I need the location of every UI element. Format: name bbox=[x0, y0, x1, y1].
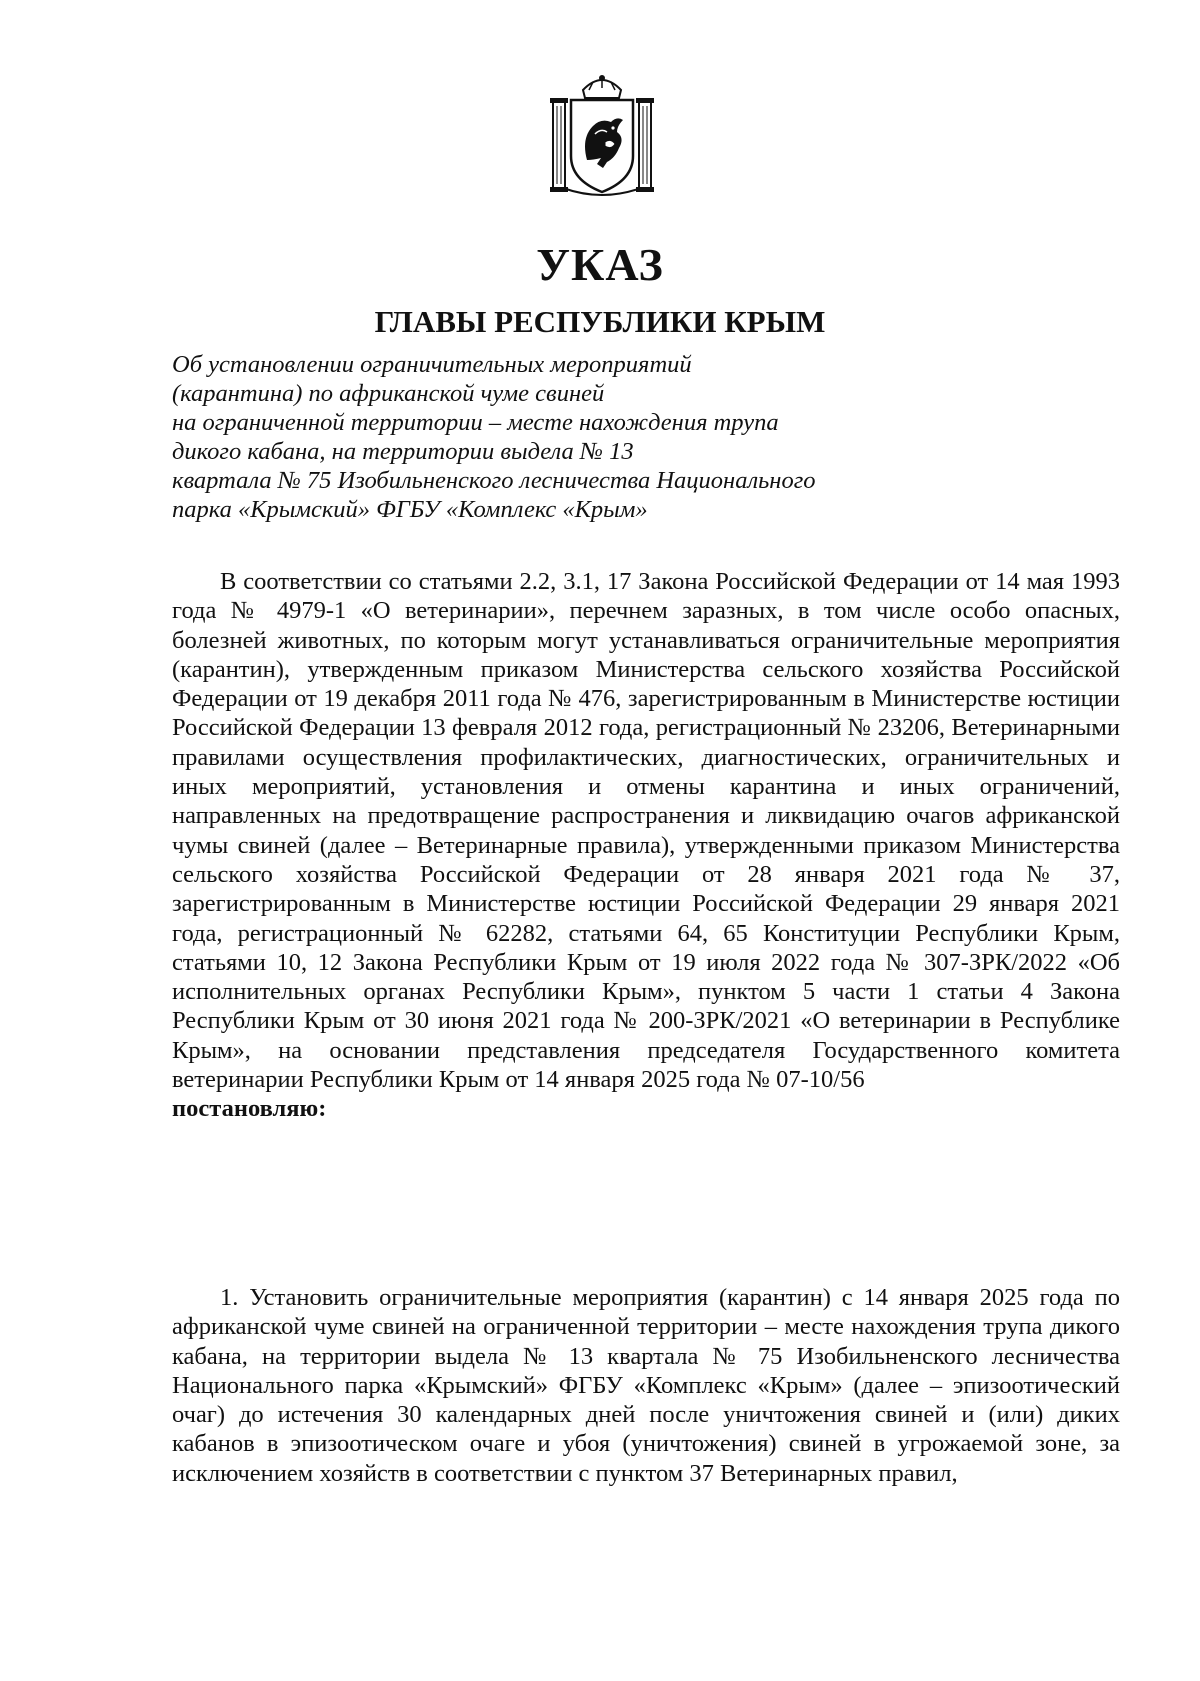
document-subject bbox=[172, 350, 992, 524]
subject-line: (карантина) по африканской чуме свиней bbox=[172, 380, 605, 407]
subject-line: на ограниченной территории – месте нахождения трупа bbox=[172, 409, 779, 436]
preamble-block bbox=[172, 567, 1120, 1124]
decree-word: постановляю: bbox=[172, 1095, 327, 1123]
document-subtitle: ГЛАВЫ РЕСПУБЛИКИ КРЫМ bbox=[374, 304, 826, 339]
subject-line: дикого кабана, на территории выдела № 13 bbox=[172, 438, 634, 465]
document-title: УКАЗ bbox=[536, 239, 664, 290]
preamble-text: В соответствии со статьями 2.2, 3.1, 17 Закона Российской Федерации от 14 мая 1993 года № 4979-1 «О ветеринарии», перечнем заразных, в том числе особо опасных, болезней животных, по которым могут устанавливаться ограничительные мероприятия (карантин), утвержденным приказом Министерства сельского хозяйства Российской Федерации от 19 декабря 2011 года № 476, зарегистрированным в Министерстве юстиции Российской Федерации 13 февраля 2012 года, регистрационный № 23206, Ветеринарными правилами осуществления профилактических, диагностических, ограничительных и иных мероприятий, установления и отмены карантина и иных ограничений, направленных на предотвращение распространения и ликвидацию очагов африканской чумы свиней (далее – Ветеринарные правила), утвержденными приказом Министерства сельского хозяйства Российской Федерации от 28 января 2021 года № 37, зарегистрированным в Министерстве юстиции Российской Федерации 29 января 2021 года, регистрационный № 62282, статьями 64, 65 Конституции Республики Крым, статьями 10, 12 Закона Республики Крым от 19 июля 2022 года № 307-ЗРК/2022 «Об исполнительных органах Республики Крым», пунктом 5 части 1 статьи 4 Закона Республики Крым от 30 июня 2021 года № 200-ЗРК/2021 «О ветеринарии в Республике Крым», на основании представления председателя Государственного комитета ветеринарии Республики Крым от 14 января 2025 года № 07-10/56 bbox=[172, 568, 1120, 1094]
preamble-paragraph bbox=[172, 567, 1120, 1124]
subject-line: парка «Крымский» ФГБУ «Комплекс «Крым» bbox=[172, 496, 648, 523]
subject-line: квартала № 75 Изобильненского лесничества Национального bbox=[172, 467, 816, 494]
item-1-block bbox=[172, 1283, 1120, 1488]
subject-line: Об установлении ограничительных мероприятий bbox=[172, 351, 692, 378]
item-1-paragraph: 1. Установить ограничительные мероприятия (карантин) с 14 января 2025 года по африканской чуме свиней на ограниченной территории – месте нахождения трупа дикого кабана, на территории выдела № 13 квартала № 75 Изобильненского лесничества Национального парка «Крымский» ФГБУ «Комплекс «Крым» (далее – эпизоотический очаг) до истечения 30 календарных дней после уничтожения свиней и (или) диких кабанов в эпизоотическом очаге и убоя (уничтожения) свиней в угрожаемой зоне, за исключением хозяйств в соответствии с пунктом 37 Ветеринарных правил, bbox=[172, 1284, 1120, 1487]
crimea-coat-of-arms-icon bbox=[545, 68, 659, 200]
